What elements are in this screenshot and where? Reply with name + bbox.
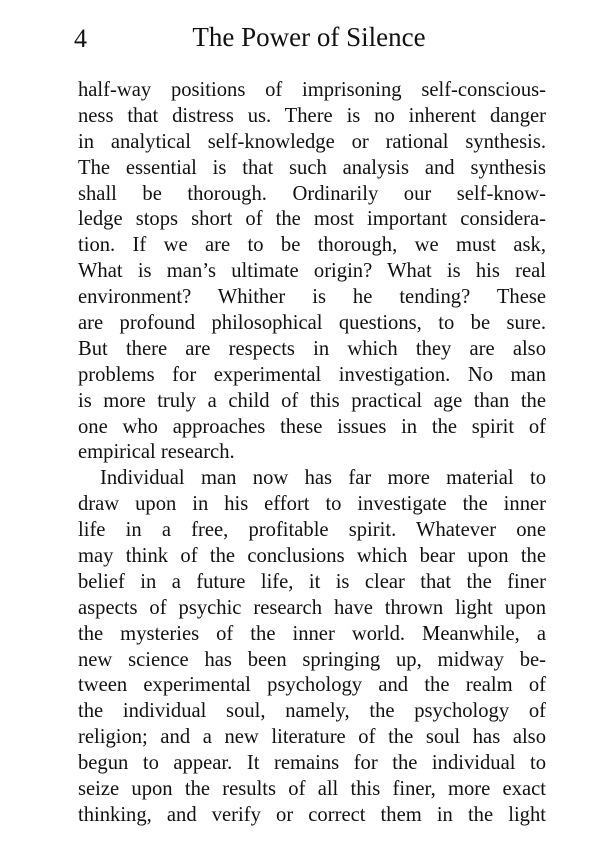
running-title: The Power of Silence — [192, 22, 426, 52]
text-line: tion. If we are to be thorough, we must ask, — [78, 234, 546, 257]
text-line: the mysteries of the inner world. Meanwhile, a — [78, 622, 546, 645]
text-line: the individual soul, namely, the psychology of — [78, 700, 546, 723]
text-line: environment? Whither is he tending? These — [78, 286, 546, 309]
text-line: seize upon the results of all this finer, more exact — [78, 778, 546, 801]
text-line: ledge stops short of the most important considera- — [78, 208, 546, 231]
text-line: aspects of psychic research have thrown light upon — [78, 596, 546, 619]
text-line: religion; and a new literature of the soul has also — [78, 726, 546, 749]
text-line: begun to appear. It remains for the individual to — [78, 752, 546, 775]
text-line: half-way positions of imprisoning self-conscious- — [78, 79, 546, 101]
text-line: problems for experimental investigation. No man — [78, 363, 546, 386]
text-line: thinking, and verify or correct them in the light — [78, 803, 546, 826]
paragraph-2 — [78, 466, 546, 828]
text-line: is more truly a child of this practical age than the — [78, 389, 546, 412]
text-line: shall be thorough. Ordinarily our self-know- — [78, 182, 546, 205]
page-number: 4 — [74, 24, 87, 53]
text-line: new science has been springing up, midway be- — [78, 648, 546, 671]
text-line: tween experimental psychology and the realm of — [78, 674, 546, 697]
text-line: life in a free, profitable spirit. Whatever one — [78, 519, 546, 542]
text-line: in analytical self-knowledge or rational synthesis. — [78, 130, 546, 153]
text-line: draw upon in his effort to investigate the inner — [78, 493, 546, 516]
paragraph-1 — [78, 78, 546, 466]
text-line: The essential is that such analysis and synthesis — [78, 156, 546, 179]
text-line: ness that distress us. There is no inherent danger — [78, 104, 546, 127]
text-line: Individual man now has far more material to — [100, 467, 546, 490]
text-line: But there are respects in which they are also — [78, 337, 546, 360]
text-line: empirical research. — [78, 441, 235, 464]
text-line: one who approaches these issues in the spirit of — [78, 415, 546, 438]
text-line: may think of the conclusions which bear upon the — [78, 545, 546, 568]
text-line: What is man’s ultimate origin? What is his real — [78, 260, 546, 283]
text-line: are profound philosophical questions, to be sure. — [78, 312, 546, 335]
text-line: belief in a future life, it is clear that the finer — [78, 570, 546, 593]
body-text — [78, 78, 546, 829]
